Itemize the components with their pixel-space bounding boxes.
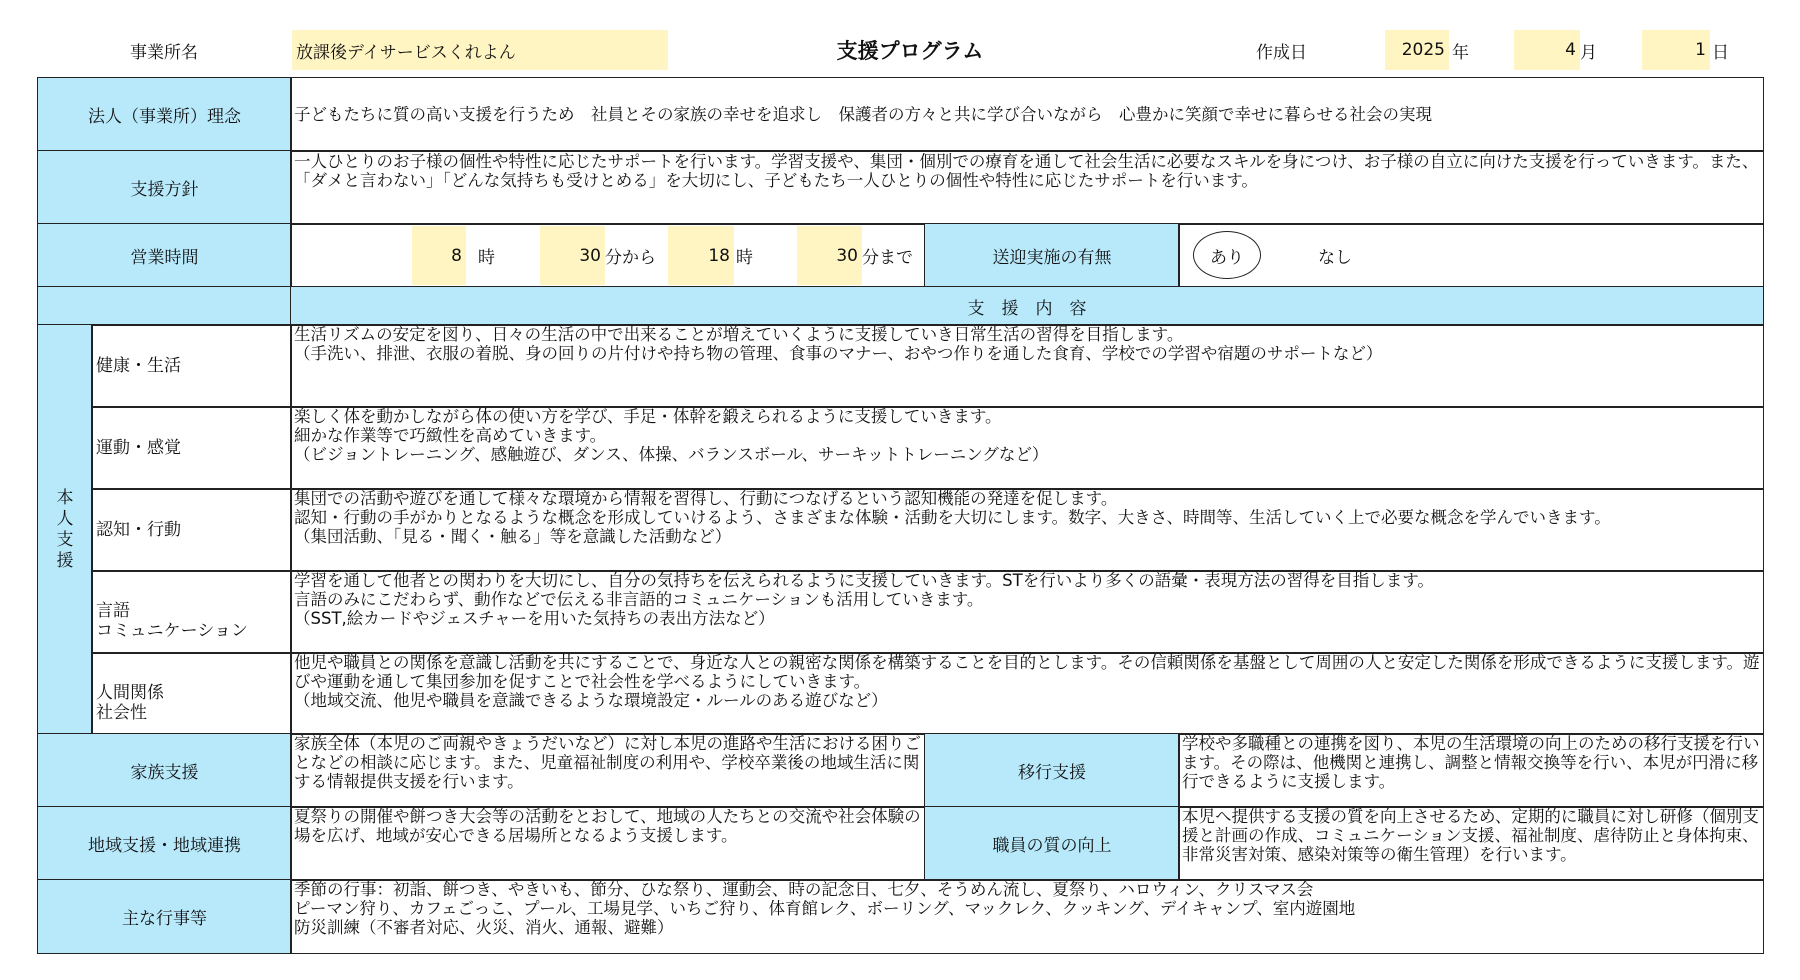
family-support-label: 家族支援 (37, 733, 292, 808)
start-hour-unit: 時 (478, 248, 495, 268)
hours-label: 営業時間 (37, 223, 292, 288)
health-life-text: 生活リズムの安定を図り、日々の生活の中で出来ることが増えていくように支援していき日常生活の習得を目指します。 （手洗い、排泄、衣服の着脱、身の回りの片付けや持ち物の管理、食事のマナー、おやつ作りを通した食育、学校での学習や宿題のサポートなど） (294, 325, 1383, 363)
community-support-cell (290, 806, 926, 881)
from-unit: 分から (605, 248, 656, 268)
transition-support-cell (1178, 733, 1764, 808)
year-unit: 年 (1452, 42, 1469, 63)
health-life-cell (290, 324, 1764, 408)
day-unit: 日 (1712, 42, 1729, 63)
staff-quality-cell (1178, 806, 1764, 881)
language-communication-cell (290, 570, 1764, 654)
philosophy-cell (290, 77, 1764, 152)
motor-sensory-text: 楽しく体を動かしながら体の使い方を学び、手足・体幹を鍛えられるように支援していきます。 細かな作業等で巧緻性を高めていきます。 （ビジョントレーニング、感触遊び、ダンス、体操、バランスボール、サーキットトレーニングなど） (294, 407, 1049, 464)
family-support-text: 家族全体（本児のご両親やきょうだいなど）に対し本児の進路や生活における困りごとなどの相談に応じます。また、児童福祉制度の利用や、学校卒業後の地域生活に関する情報提供支援を行います。 (294, 734, 921, 791)
support-content-header: 支 援 内 容 (290, 286, 1764, 326)
philosophy-text: 子どもたちに質の高い支援を行うため 社員とその家族の幸せを追求し 保護者の方々と共に学び合いながら 心豊かに笑顔で幸せに暮らせる社会の実現 (294, 105, 1433, 124)
cognition-behavior-text: 集団での活動や遊びを通して様々な環境から情報を習得し、行動につなげるという認知機能の発達を促します。 認知・行動の手がかりとなるような概念を形成していけるよう、さまざまな体験・活動を大切にします。数字、大きさ、時間等、生活していく上で必要な概念を学んでいきます。 （集団活動、「見る・聞く・触る」等を意識した活動など） (294, 489, 1611, 546)
social-relations-label: 人間関係 社会性 (91, 652, 292, 735)
community-support-text: 夏祭りの開催や餅つき大会等の活動をとおして、地域の人たちとの交流や社会体験の場を広げ、地域が安心できる居場所となるよう支援します。 (294, 807, 921, 845)
language-communication-label: 言語 コミュニケーション (91, 570, 292, 654)
transition-support-text: 学校や多職種との連携を図り、本児の生活環境の向上のための移行支援を行います。その際は、他機関と連携し、調整と情報交換等を行い、本児が円滑に移行できるように支援します。 (1182, 734, 1760, 791)
cognition-behavior-label: 認知・行動 (91, 488, 292, 572)
date-label: 作成日 (1256, 42, 1307, 63)
end-hour-unit: 時 (736, 248, 753, 268)
motor-sensory-cell (290, 406, 1764, 490)
transport-yes-option[interactable]: あり (1193, 231, 1261, 279)
policy-cell (290, 150, 1764, 225)
staff-quality-text: 本児へ提供する支援の質を向上させるため、定期的に職員に対し研修（個別支援と計画の作成、コミュニケーション支援、福祉制度、虐待防止と身体拘束、非常災害対策、感染対策等の衛生管理）を行います。 (1182, 807, 1759, 864)
events-text: 季節の行事：初詣、餅つき、やきいも、節分、ひな祭り、運動会、時の記念日、七夕、そうめん流し、夏祭り、ハロウィン、クリスマス会 ピーマン狩り、カフェごっこ、プール、工場見学、いちご狩り、体育館レク、ボーリング、マックレク、クッキング、デイキャンプ、室内遊園地 防災訓練（不審者対応、火災、消火、通報、避難） (294, 880, 1356, 937)
office-name-label: 事業所名 (130, 42, 198, 63)
personal-support-label: 本 人 支 援 (37, 324, 93, 735)
health-life-label: 健康・生活 (91, 324, 292, 408)
month-field[interactable]: 4 (1514, 30, 1580, 70)
end-hour-field[interactable]: 18 (668, 226, 734, 285)
motor-sensory-label: 運動・感覚 (91, 406, 292, 490)
philosophy-label: 法人（事業所）理念 (37, 77, 292, 152)
language-communication-text: 学習を通して他者との関わりを大切にし、自分の気持ちを伝えられるように支援していきます。STを行いより多くの語彙・表現方法の習得を目指します。 言語のみにこだわらず、動作などで伝える非言語的コミュニケーションも活用していきます。 （SST,絵カードやジェスチャーを用いた気持ちの表出方法など） (294, 571, 1434, 628)
start-hour-field[interactable]: 8 (412, 226, 466, 285)
social-relations-text: 他児や職員との関係を意識し活動を共にすることで、身近な人との親密な関係を構築することを目的とします。その信頼関係を基盤として周囲の人と安定した関係を形成できるように支援します。遊びや運動を通して集団参加を促すことで社会性を学べるようにしていきます。 （地域交流、他児や職員を意識できるような環境設定・ルールのある遊びなど） (294, 653, 1760, 710)
family-support-cell (290, 733, 926, 808)
support-header-blank (37, 286, 292, 326)
page-title: 支援プログラム (836, 39, 984, 63)
social-relations-cell (290, 652, 1764, 735)
staff-quality-label: 職員の質の向上 (924, 806, 1180, 881)
transition-support-label: 移行支援 (924, 733, 1180, 808)
community-support-label: 地域支援・地域連携 (37, 806, 292, 881)
transport-no-option[interactable]: なし (1318, 247, 1352, 268)
cognition-behavior-cell (290, 488, 1764, 572)
events-label: 主な行事等 (37, 879, 292, 954)
until-unit: 分まで (862, 248, 913, 268)
transport-cell (1178, 223, 1764, 288)
year-field[interactable]: 2025 (1385, 30, 1449, 70)
start-min-field[interactable]: 30 (540, 226, 605, 285)
transport-label: 送迎実施の有無 (924, 223, 1180, 288)
events-cell (290, 879, 1764, 954)
end-min-field[interactable]: 30 (797, 226, 862, 285)
policy-label: 支援方針 (37, 150, 292, 225)
month-unit: 月 (1580, 42, 1597, 63)
day-field[interactable]: 1 (1642, 30, 1710, 70)
policy-text: 一人ひとりのお子様の個性や特性に応じたサポートを行います。学習支援や、集団・個別での療育を通して社会生活に必要なスキルを身につけ、お子様の自立に向けた支援を行っていきます。また、「ダメと言わない」「どんな気持ちも受けとめる」を大切にし、子どもたち一人ひとりの個性や特性に応じたサポートを行います。 (294, 152, 1759, 190)
office-name-field[interactable]: 放課後デイサービスくれよん (292, 30, 668, 70)
